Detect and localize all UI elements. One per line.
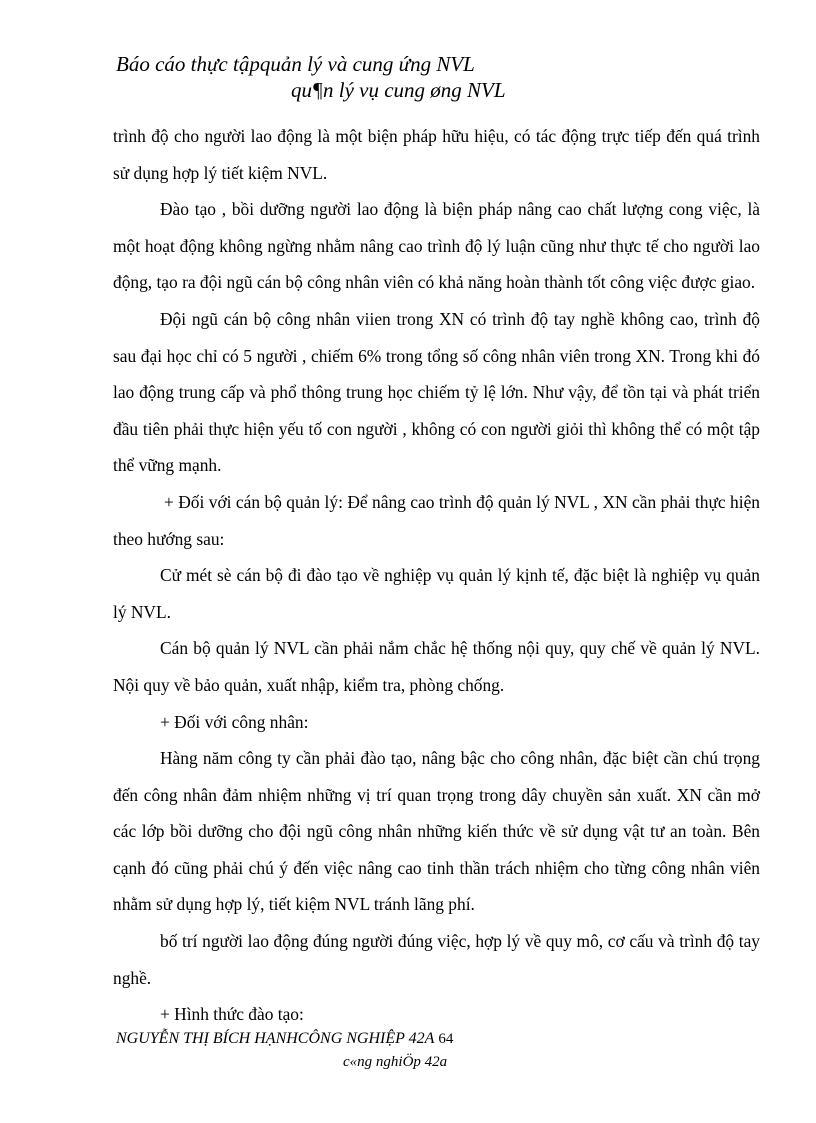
- paragraph: + Đối với cán bộ quản lý: Để nâng cao trình độ quản lý NVL , XN cần phải thực hiện theo hướng sau:: [113, 491, 760, 549]
- paragraph: trình độ cho người lao động là một biện pháp hữu hiệu, có tác động trực tiếp đến quá trình sử dụng hợp lý tiết kiệm NVL.: [113, 126, 760, 183]
- footer-author: NGUYỄN THỊ BÍCH HẠNHCÔNG NGHIỆP 42A: [116, 1030, 435, 1047]
- paragraph: Đội ngũ cán bộ công nhân viien trong XN có trình độ tay nghề không cao, trình độ sau đại học chỉ có 5 người , chiếm 6% trong tổng số công nhân viên trong XN. Trong khi đó lao động trung cấp và phổ thông trung học chiếm tỷ lệ lớn. Như vậy, để tồn tại và phát triển đầu tiên phải thực hiện yếu tố con người , không có con người giỏi thì không thể có một tập thể vững mạnh.: [113, 308, 760, 476]
- paragraph: Đào tạo , bồi dưỡng người lao động là biện pháp nâng cao chất lượng cong việc, là một hoạt động không ngừng nhằm nâng cao trình độ lý luận cũng như thực tế cho người lao động, tạo ra đội ngũ cán bộ công nhân viên có khả năng hoàn thành tốt công việc được giao.: [113, 199, 760, 293]
- paragraph: + Hình thức đào tạo:: [160, 1004, 304, 1025]
- paragraph: bố trí người lao động đúng người đúng việc, hợp lý về quy mô, cơ cấu và trình độ tay nghề.: [113, 931, 760, 988]
- body-text: [113, 118, 760, 1033]
- header-subtitle: qu¶n lý vụ cung øng NVL: [291, 78, 506, 102]
- paragraph: + Đối với công nhân:: [160, 711, 309, 732]
- footer-author-line: [116, 1030, 453, 1048]
- header-title: Báo cáo thực tậpquản lý và cung ứng NVL: [116, 52, 475, 76]
- footer-class-label: c«ng nghiÖp 42a: [343, 1054, 448, 1070]
- page-number: 64: [438, 1031, 454, 1047]
- paragraph: Cử mét sè cán bộ đi đào tạo về nghiệp vụ quản lý kịnh tế, đặc biệt là nghiệp vụ quản lý NVL.: [113, 565, 760, 622]
- paragraph: Cán bộ quản lý NVL cần phải nắm chắc hệ thống nội quy, quy chế về quản lý NVL. Nội quy về bảo quản, xuất nhập, kiểm tra, phòng chống.: [113, 638, 760, 695]
- paragraph: Hàng năm công ty cần phải đào tạo, nâng bậc cho công nhân, đặc biệt cần chú trọng đến công nhân đảm nhiệm những vị trí quan trọng trong dây chuyền sản xuất. XN cần mở các lớp bồi dưỡng cho đội ngũ công nhân những kiến thức về sử dụng vật tư an toàn. Bên cạnh đó cũng phải chú ý đến việc nâng cao tinh thần trách nhiệm cho từng công nhân viên nhằm sử dụng hợp lý, tiết kiệm NVL tránh lãng phí.: [113, 748, 760, 915]
